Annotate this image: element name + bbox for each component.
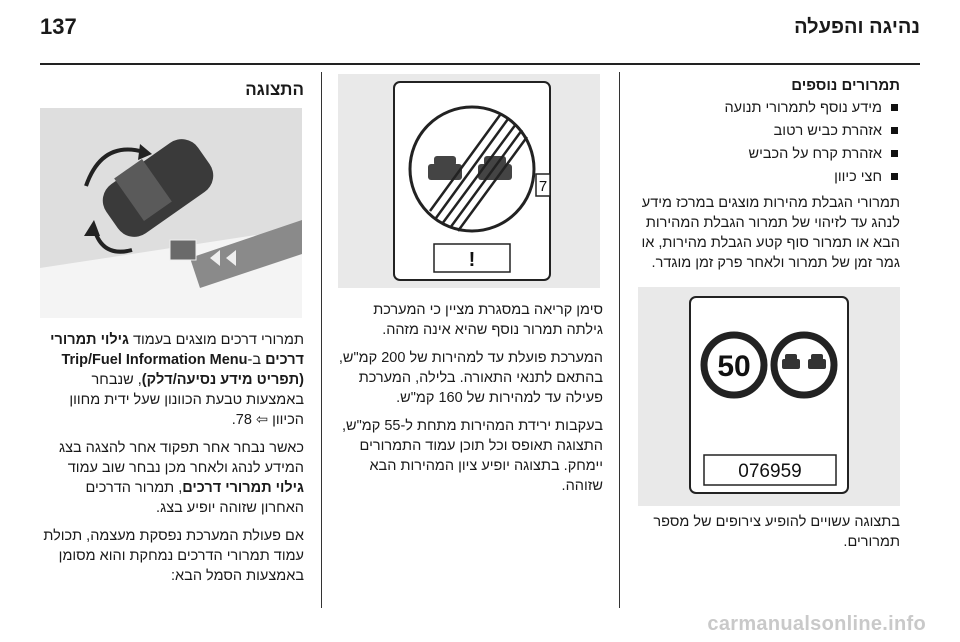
right-column <box>632 76 900 281</box>
unknown-sign-illustration <box>338 74 600 288</box>
reselect-paragraph: כאשר נבחר אחר תפקוד אחר להצגה בצג המידע לנהג ולאחר מכן נבחר שוב עמוד גילוי תמרורי דרכים, תמרור הדרכים האחרון שזוהה יופיע בצג. <box>58 440 304 516</box>
system-stop-paragraph: אם פעולת המערכת נפסקת מעצמה, תכולת עמוד תמרורי הדרכים נמחקת והוא מסומן באמצעות הסמל הבא: <box>43 528 304 584</box>
sign-code-label: 076959 <box>738 461 802 482</box>
chapter-title: נהיגה והפעלה <box>794 16 920 38</box>
speed-limit-paragraph: תמרורי הגבלת מהירות מוצגים במרכז מידע לנהג עד לזיהוי של תמרור הגבלת המהירות הבא או תמרור סוף קטע הגבלת מהירות, או גמר זמן של תמרור ולאחר פרק זמן מוגדר. <box>641 195 900 271</box>
unknown-sign-paragraph: סימן קריאה במסגרת מציין כי המערכת גילתה תמרור נוסף שהיא אינה מזהה. <box>373 302 603 338</box>
display-page-paragraph: תמרורי דרכים מוצגים בעמוד גילוי תמרורי דרכים ב-Trip/Fuel Information Menu (תפריט מידע נסיעה/דלק), שנבחר באמצעות טבעת הכוונון שעל ידית מחוון הכיוון ⇦ 78. <box>50 332 304 428</box>
middle-column <box>333 300 603 504</box>
stalk-figure <box>40 108 302 318</box>
list-item: מידע נוסף לתמרורי תנועה <box>632 98 900 118</box>
sign-type-list <box>632 98 900 187</box>
sign-tag-number: 7 <box>538 178 548 195</box>
watermark: carmanualsonline.info <box>707 613 926 635</box>
turn-signal-stalk-illustration <box>40 108 302 318</box>
page-number: 137 <box>40 14 77 39</box>
column-divider-right <box>619 72 620 608</box>
left-column <box>40 80 304 110</box>
unknown-sign-figure <box>338 74 600 288</box>
display-section-title: התצוגה <box>245 80 304 99</box>
reference-arrow-icon: ⇦ <box>255 412 269 428</box>
combination-paragraph: בתצוגה עשויים להופיע צירופים של מספר תמרורים. <box>653 514 900 550</box>
list-item: חצי כיוון <box>632 167 900 187</box>
left-column-text <box>40 330 304 586</box>
display-combination-figure <box>638 287 900 506</box>
combined-signs-illustration <box>638 287 900 506</box>
page-reference: 78 <box>235 412 252 428</box>
road-sign-page-term: גילוי תמרורי דרכים <box>50 332 304 368</box>
right-column-bottom <box>632 512 900 560</box>
page-header <box>40 14 920 44</box>
speed-range-paragraph: המערכת פועלת עד למהירות של 200 קמ"ש, בהתאם לתנאי התאורה. בלילה, המערכת פעילה עד למהירות של 160 קמ"ש. <box>338 350 603 406</box>
exclamation-mark: ! <box>468 249 476 271</box>
column-divider-left <box>321 72 322 608</box>
section-heading-additional-signs: תמרורים נוספים <box>791 77 900 94</box>
list-item: אזהרת קרח על הכביש <box>632 144 900 164</box>
menu-name-translation: (תפריט מידע נסיעה/דלק) <box>141 372 304 388</box>
header-rule <box>40 63 920 65</box>
menu-name: Trip/Fuel Information Menu <box>61 352 248 368</box>
reset-paragraph: בעקבות ירידת המהירות מתחת ל-55 קמ"ש, התצוגה תאופס וכל תוכן עמוד התמרורים יימחק. בתצוגה יופיע ציון המהירות הבא שזוהה. <box>342 418 603 494</box>
speed-limit-value: 50 <box>717 350 751 383</box>
list-item: אזהרת כביש רטוב <box>632 121 900 141</box>
